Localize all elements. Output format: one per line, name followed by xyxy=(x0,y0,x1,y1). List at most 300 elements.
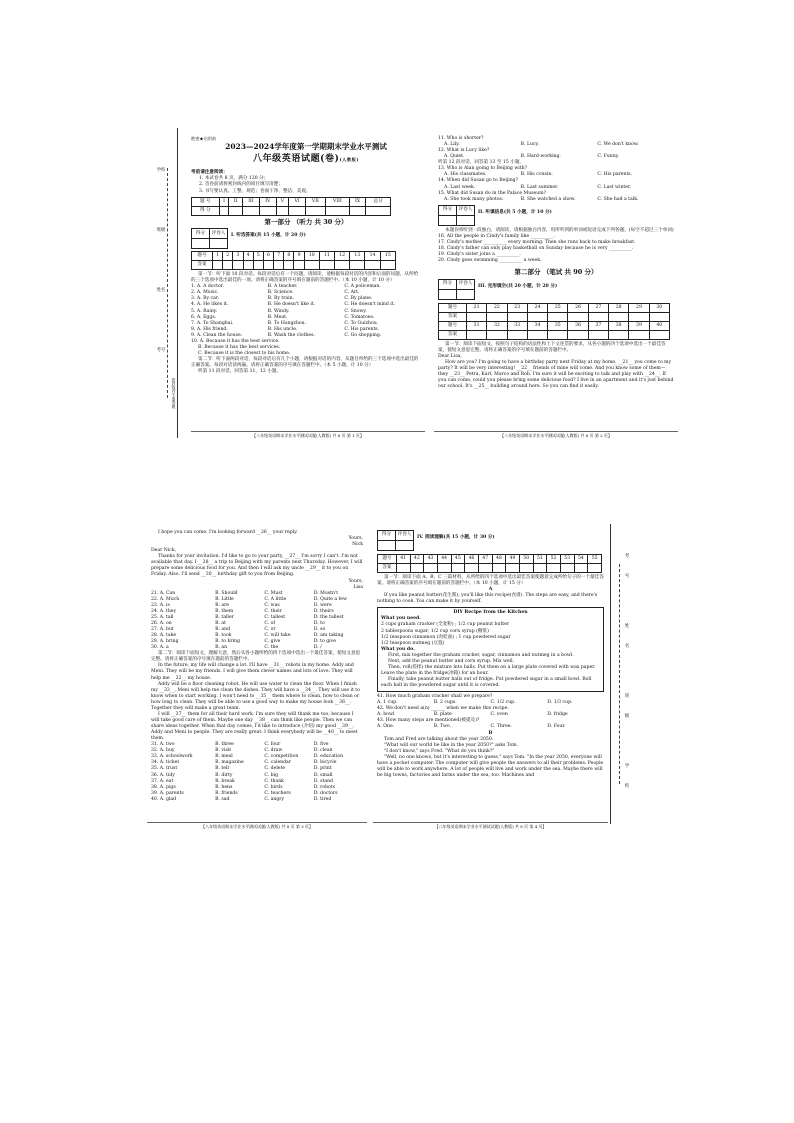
question-number: 32 xyxy=(487,321,507,330)
score-header: VII xyxy=(305,197,325,206)
option-text: B. visit xyxy=(215,748,232,754)
option-text: B. Little xyxy=(215,596,234,602)
option-text: B. break xyxy=(215,778,235,784)
option-text: 36. A. tidy xyxy=(151,772,175,778)
question-number: 29 xyxy=(629,303,649,312)
passage-text: "What will our world be like in the year 2050?" asks Tom. xyxy=(384,742,519,748)
passage-letter: A xyxy=(488,587,493,593)
question-number: 7 xyxy=(274,252,284,261)
option-text: 3. A. By car. xyxy=(191,296,219,302)
option-text: B. three xyxy=(215,742,234,748)
recipe-do-title: What you do. xyxy=(381,646,415,652)
option-text: B. He doesn't like it. xyxy=(267,302,316,308)
scorer-label: 得分 xyxy=(378,531,396,541)
option-text: B. Last summer. xyxy=(520,184,559,190)
option-text: D. print xyxy=(313,766,332,772)
answer-cell[interactable] xyxy=(588,564,602,573)
answer-cell[interactable] xyxy=(465,564,479,573)
answer-cell[interactable] xyxy=(233,261,243,270)
option-text: A. Lily. xyxy=(444,142,460,148)
answer-grid xyxy=(438,303,670,340)
binding-label: 号 xyxy=(624,574,630,579)
binding-label: 校 xyxy=(624,784,630,789)
option-text: C. will take xyxy=(264,633,291,639)
option-text: B. plate xyxy=(433,712,452,718)
question-number: 1 xyxy=(212,252,222,261)
option-text: 30. A. a xyxy=(151,645,169,651)
recipe-step: First, mix together the graham cracker, sugar, cinnamon and nutmeg in a bowl. xyxy=(388,652,574,658)
question-number: 9 xyxy=(294,252,304,261)
question-number: 31 xyxy=(466,321,486,330)
score-header: II xyxy=(229,197,242,206)
option-text: C. Must xyxy=(264,590,283,596)
answer-cell[interactable] xyxy=(466,312,486,321)
recipe-need-title: What you need. xyxy=(381,616,421,622)
question-number: 42 xyxy=(410,555,424,564)
binding-label: 考 xyxy=(624,554,630,559)
answer-row-label: 答案 xyxy=(439,330,467,339)
binding-label: 班 xyxy=(624,694,630,699)
question-text: 17. Cindy's mother __________ every morning. Then she runs back to make breakfast. xyxy=(438,239,636,245)
answer-cell[interactable] xyxy=(478,564,492,573)
option-text: D. education xyxy=(313,754,344,760)
answer-cell[interactable] xyxy=(487,330,507,339)
section-heading: II. 听填信息(共 5 小题，计 10 分) xyxy=(478,209,552,215)
option-text: 27. A. but xyxy=(151,627,174,632)
option-text: D. Mustn't xyxy=(313,590,339,596)
passage-text: Thanks for your invitation. I'd like to go to your party, __27__ I'm sorry I can't. I'm not available that day. I __28__ a trip to Beijing with my parents next Thursday. However, I will prepare some delicious food for you. And then I will ask my uncle __29__ it to you on Friday. Also, I'll send __30__ birthday gift to you from Beijing. xyxy=(151,554,363,578)
option-text: D. the tallest xyxy=(313,614,344,620)
question-number: 46 xyxy=(465,555,479,564)
question-number: 35 xyxy=(548,321,568,330)
answer-cell[interactable] xyxy=(649,312,669,321)
answer-cell[interactable] xyxy=(533,564,547,573)
option-text: B. tell xyxy=(215,766,229,772)
question-number: 37 xyxy=(588,321,608,330)
question-text: 41. How much graham cracker shall we prepare? xyxy=(377,694,493,700)
question-number: 3 xyxy=(233,252,243,261)
instruction: 第一节：阅读下面 A、B、C 三篇材料，从所给的四个选项中选出最佳答案使题意完成所给句子的一个最佳答案。请将正确答案的序号填在题前的答题栏中。（本 10 小题，计 15 分） xyxy=(377,575,604,587)
answer-cell[interactable] xyxy=(365,261,380,270)
option-text: D. tired xyxy=(313,796,332,802)
option-text: C. big xyxy=(264,772,279,778)
answer-cell[interactable] xyxy=(588,330,608,339)
option-text: A. One. xyxy=(377,724,395,730)
answer-cell[interactable] xyxy=(350,261,365,270)
section-heading: IV. 阅读理解(共 15 小题，计 30 分) xyxy=(417,535,495,540)
question-number: 38 xyxy=(609,321,629,330)
option-text: B. Science. xyxy=(267,290,294,296)
scorer-label: 得分 xyxy=(439,205,457,215)
recipe-ingredient: 2 tablespoons sugar; 1/2 cup corn syrup (糖浆) xyxy=(381,628,489,634)
option-text: C. Snowy. xyxy=(344,308,367,314)
option-text: 35. A. trust xyxy=(151,766,178,772)
question-number: 题号 xyxy=(439,303,467,312)
answer-row-label: 答案 xyxy=(439,312,467,321)
option-text: 5. A. Rainy. xyxy=(191,308,218,314)
answer-row-label: 答案 xyxy=(192,261,213,270)
option-text: C. To Guizhou. xyxy=(344,320,379,326)
question-number: 51 xyxy=(533,555,547,564)
question-number: 13 xyxy=(350,252,365,261)
option-text: C. 1/2 cup. xyxy=(490,700,516,706)
option-text: C. the xyxy=(264,645,279,651)
binding-label: 姓 xyxy=(624,624,630,629)
option-text: A. 1 cup. xyxy=(377,700,398,706)
option-text: D. doctors xyxy=(313,790,338,796)
option-text: B. dirty xyxy=(215,772,233,778)
question-number: 55 xyxy=(588,555,602,564)
option-text: B. hens xyxy=(215,784,233,790)
option-text: D. five xyxy=(313,742,329,748)
option-text: A. Last week. xyxy=(444,184,476,190)
answer-cell[interactable] xyxy=(410,564,424,573)
option-text: B. an xyxy=(215,645,228,651)
notes-title: 考前请注意阅读： xyxy=(191,170,228,176)
answer-grid xyxy=(191,251,396,270)
option-text: D. clean xyxy=(313,748,333,754)
score-header: VIII xyxy=(325,197,349,206)
option-text: D. 1/3 cup. xyxy=(547,700,573,706)
seal-warning: 密封线内不要答题 xyxy=(172,378,177,409)
instruction: 第一节：阅读下面短文，按照句子结构的语法性和上下文连贯的要求，从各小题的四个选项中选出一个最佳答案，使短文意思完整。请将正确答案的序号填在题前的答题栏中。 xyxy=(438,341,666,353)
option-text: D. Four. xyxy=(547,724,566,730)
score-header: IX xyxy=(349,197,365,206)
option-text: 28. A. take xyxy=(151,633,177,639)
option-text: 29. A. bring xyxy=(151,639,179,645)
page-footer: 【八年级英语期末学业水平测试试题(人教版) 共 8 页 第 4 页】 xyxy=(373,822,608,829)
recipe-title: DIY Recipe from the Kitchen xyxy=(453,610,528,616)
answer-cell[interactable] xyxy=(649,330,669,339)
exam-title: 2023—2024学年度第一学期期末学业水平测试 xyxy=(225,141,387,151)
question-number: 48 xyxy=(492,555,506,564)
option-text: B. 2 cups. xyxy=(433,700,457,706)
instruction: 本题你将听到一段独白，请阅读，请根据独白内容，用所听到的单词或短语完成下列各题。(每空不超过三个单词) xyxy=(445,227,674,233)
question-number: 12 xyxy=(335,252,350,261)
instruction: 听第 11 段对话，回答第 11、12 小题。 xyxy=(198,369,282,375)
answer-cell[interactable] xyxy=(243,261,253,270)
option-text: B. them xyxy=(215,608,234,614)
question-text: 18. Cindy's father can only play basketball on Sunday because he is very __________. xyxy=(438,245,634,251)
option-text: B. sad xyxy=(215,796,230,802)
question-number: 33 xyxy=(507,321,527,330)
option-text: C. Last winter. xyxy=(597,184,632,190)
scorer-label: 得分 xyxy=(192,229,210,239)
scorer-box xyxy=(377,530,414,551)
part-one-heading: 第一部分 （听力 共 30 分） xyxy=(264,217,348,226)
option-text: D. bicycle xyxy=(313,760,337,766)
option-text: 10. A. Because it has the best service. xyxy=(191,338,280,344)
option-text: D. to give xyxy=(313,639,336,645)
question-number: 21 xyxy=(466,303,486,312)
answer-cell[interactable] xyxy=(451,564,465,573)
question-number: 题号 xyxy=(378,555,397,564)
question-number: 5 xyxy=(253,252,263,261)
scorer-label: 评卷人 xyxy=(396,531,414,541)
option-text: A. Quiet. xyxy=(444,154,465,160)
option-text: D. were xyxy=(313,602,332,608)
option-text: 32. A. buy xyxy=(151,748,175,754)
answer-cell[interactable] xyxy=(629,312,649,321)
question-number: 25 xyxy=(548,303,568,312)
answer-cell[interactable] xyxy=(437,564,451,573)
question-number: 30 xyxy=(649,303,669,312)
signature-line: Yours, xyxy=(348,536,363,542)
exam-page-4 xyxy=(373,524,630,829)
question-number: 41 xyxy=(396,555,410,564)
question-number: 27 xyxy=(588,303,608,312)
instruction: 第二节：阅读下面短文，理解大意，然后从各小题所给的四个选项中选出一个最佳答案，使短文意思完整。请将正确答案的序号填在题前的答题栏中。 xyxy=(151,651,361,663)
option-text: B. and xyxy=(215,627,231,632)
answer-cell[interactable] xyxy=(492,564,506,573)
binding-label-school: 学校 xyxy=(156,168,166,173)
question-text: 13. Who is Alan going to Beijing with? xyxy=(438,166,527,172)
answer-cell[interactable] xyxy=(507,330,527,339)
option-text: C. Art. xyxy=(344,290,360,296)
question-number: 47 xyxy=(478,555,492,564)
scorer-box xyxy=(438,205,475,226)
passage-text: I will __37__ them for all their hard work. I'm sure they will thank me too, because I will take good care of them. Maybe one day __38__ can think like people. Then we can share ideas together. When that day comes, I'd like to introduce (介绍) my good __39__, Addy and Meni to people. They are really great. I think everybody will be __40__ to meet them. xyxy=(151,711,358,742)
answer-cell[interactable] xyxy=(519,564,533,573)
option-text: C. His parents. xyxy=(597,172,633,178)
question-number: 40 xyxy=(649,321,669,330)
passage-text: If you like peanut butter(花生酱), you'll like this recipe(食谱). The steps are easy, and there's nothing to cook. You can make it by yourself. xyxy=(377,593,598,605)
option-text: C. calendar xyxy=(264,760,291,766)
option-text: C. four xyxy=(264,742,281,748)
option-text: 4. A. He likes it. xyxy=(191,302,229,308)
answer-cell[interactable] xyxy=(253,261,263,270)
question-text: 15. What did Susan do in the Palace Museum? xyxy=(438,190,547,196)
option-text: D. theirs xyxy=(313,608,334,614)
option-text: B. Should xyxy=(215,590,238,596)
answer-cell[interactable] xyxy=(588,312,608,321)
question-number: 34 xyxy=(527,321,547,330)
option-text: B. to bring xyxy=(215,639,240,645)
option-text: 40. A. glad xyxy=(151,796,177,802)
question-list xyxy=(191,284,421,339)
answer-cell[interactable] xyxy=(527,330,547,339)
question-number: 6 xyxy=(263,252,273,261)
question-number: 11 xyxy=(319,252,334,261)
answer-cell[interactable] xyxy=(629,330,649,339)
answer-cell[interactable] xyxy=(319,261,334,270)
option-text: 7. A. To Shanghai. xyxy=(191,320,234,326)
answer-row-label: 答案 xyxy=(378,564,397,573)
scorer-label: 得分 xyxy=(439,279,457,289)
option-text: B. are xyxy=(215,602,230,608)
exam-page-3 xyxy=(147,524,367,829)
question-number: 39 xyxy=(629,321,649,330)
option-text: D. am taking xyxy=(313,633,344,639)
answer-cell[interactable] xyxy=(274,261,284,270)
recipe-step: Finally, take peanut butter balls out of fridge. Put powdered sugar in a small bowl. Roll each ball in the powdered sugar until it is covered. xyxy=(381,677,592,689)
option-text: B. His uncle. xyxy=(267,326,298,332)
question-number: 26 xyxy=(568,303,588,312)
binding-margin xyxy=(610,524,633,824)
options-list xyxy=(151,742,363,803)
answer-cell[interactable] xyxy=(223,261,233,270)
option-text: 22. A. Much xyxy=(151,596,180,602)
question-number: 10 xyxy=(304,252,319,261)
question-text: 16. All the people in Cindy's family like __________. xyxy=(438,233,556,239)
binding-margin xyxy=(155,128,178,438)
option-text: C. His parents. xyxy=(344,326,380,332)
question-number: 15 xyxy=(380,252,395,261)
score-row-label: 得 分 xyxy=(192,206,220,215)
option-text: D. so xyxy=(313,627,326,632)
recipe-ingredient: 1/2 teaspoon nutmeg (豆蔻) xyxy=(381,640,445,646)
option-text: C. of xyxy=(264,620,276,626)
binding-label-class: 班级 xyxy=(156,228,166,233)
answer-cell[interactable] xyxy=(304,261,319,270)
option-text: 25. A. tall xyxy=(151,614,174,620)
score-header: III xyxy=(242,197,259,206)
answer-cell[interactable] xyxy=(560,564,574,573)
letter-body: How are you? I'm going to have a birthday party next Friday at my home. __21__ you come to my party? It will be very interesting! __22__ friends of mine will come. And you know some of them—they __23__ Petra, Karl, Marco and Rob. I'm sure it will be exciting to talk and play with __24__. If you can come, could you please bring some delicious food? I live in an apartment and it's just behind our school. It's __25__ building around here. So you can find it easily. xyxy=(438,359,674,390)
option-text: C. teachers xyxy=(264,790,291,796)
option-row xyxy=(438,197,674,203)
option-text: C. By plane. xyxy=(344,296,373,302)
scorer-label: 评卷人 xyxy=(457,279,475,289)
question-number: 24 xyxy=(527,303,547,312)
question-number: 52 xyxy=(547,555,561,564)
options-list xyxy=(151,591,363,652)
binding-label-id: 考号 xyxy=(156,348,166,353)
passage-letter: B xyxy=(488,730,493,736)
total-score-table xyxy=(191,197,391,216)
option-text: C. She had a talk. xyxy=(597,196,639,202)
edition-label: (人教版) xyxy=(339,157,360,163)
question-text: 20. Cindy goes swimming __________ a week. xyxy=(438,258,542,263)
signature-name: Lisa xyxy=(353,584,363,590)
question-number: 14 xyxy=(365,252,380,261)
option-text: B. Because it has the best services. xyxy=(198,344,281,350)
question-number: 4 xyxy=(243,252,253,261)
passage-text: Tom and Fred are talking about the year 2050. xyxy=(384,736,494,742)
option-text: D. / xyxy=(313,645,322,651)
question-number: 43 xyxy=(424,555,438,564)
question-number: 28 xyxy=(609,303,629,312)
score-header: 总分 xyxy=(366,197,391,206)
option-text: C. A policeman. xyxy=(344,284,381,290)
passage-text: "I don't know," says Fred. "What do you think?" xyxy=(384,748,495,754)
passage-text: In the future, my life will change a lot. I'll have __31__ robots in my home. Addy and Meni. They will be my friends. I will give them clever names and lots of love. They will help me __32__ my house. xyxy=(151,663,354,681)
score-header: I xyxy=(219,197,229,206)
option-text: B. She watched a show. xyxy=(520,196,576,202)
answer-cell[interactable] xyxy=(294,261,304,270)
answer-cell[interactable] xyxy=(212,261,222,270)
option-row xyxy=(191,333,421,339)
option-text: C. tallest xyxy=(264,614,286,620)
option-text: C. A little xyxy=(264,596,287,602)
option-text: D. Quite a few xyxy=(313,596,347,602)
answer-cell[interactable] xyxy=(396,564,410,573)
section-heading: III. 完形填空(共 20 小题，计 20 分) xyxy=(478,283,558,289)
recipe-step: Then, roll(搓揉) the mixture into balls. Put them on a large plate covered with wax paper. Leave the plate in the fridge(冰箱) for an hour. xyxy=(381,664,596,676)
option-text: C. was xyxy=(264,602,280,608)
answer-cell[interactable] xyxy=(507,312,527,321)
answer-cell[interactable] xyxy=(263,261,273,270)
question-number: 44 xyxy=(437,555,451,564)
option-text: B. Meat. xyxy=(267,314,288,320)
option-text: C. oven xyxy=(490,712,508,718)
question-text: 14. When did Susan go to Beijing? xyxy=(438,178,519,184)
blank-questions xyxy=(438,234,674,264)
question-number: 2 xyxy=(223,252,233,261)
question-text: 43. How many steps are mentioned(被提及)? xyxy=(377,718,480,724)
option-text: C. birds xyxy=(264,784,283,790)
option-text: B. Two. xyxy=(433,724,452,730)
answer-cell[interactable] xyxy=(284,261,294,270)
option-text: C. Tomatoes. xyxy=(344,314,375,320)
option-text: A. His classmates. xyxy=(444,172,487,178)
option-text: B. at xyxy=(215,620,226,626)
secret-tag: 绝密★启用前 xyxy=(191,136,217,141)
answer-cell[interactable] xyxy=(466,330,486,339)
answer-cell[interactable] xyxy=(527,312,547,321)
part-two-heading: 第二部分 （笔试 共 90 分） xyxy=(514,268,598,277)
option-text: D. to xyxy=(313,620,325,626)
option-text: 21. A. Can xyxy=(151,590,176,596)
option-text: 31. A. two xyxy=(151,742,175,748)
answer-cell[interactable] xyxy=(547,564,561,573)
question-text: 11. Who is shorter? xyxy=(438,136,484,141)
answer-cell[interactable] xyxy=(568,330,588,339)
page-footer: 【八年级英语期末学业水平测试试题(人教版) 共 8 页 第 2 页】 xyxy=(434,431,678,438)
option-text: B. magazine xyxy=(215,760,244,766)
option-text: 9. A. Clean the house. xyxy=(191,332,243,338)
recipe-ingredient: 2 cups graham cracker (全麦粉) ; 1/2 cup peanut butter xyxy=(381,622,510,628)
option-row xyxy=(438,185,674,191)
option-text: C. competition xyxy=(264,754,299,760)
exam-subtitle: 八年级英语试题(卷) xyxy=(252,154,340,165)
option-text: C. give xyxy=(264,639,281,645)
binding-label: 名 xyxy=(624,644,630,649)
question-number: 54 xyxy=(574,555,588,564)
recipe-ingredient: 1/2 teaspoon cinnamon (肉桂面) ; 1 cup powdered sugar xyxy=(381,634,511,640)
answer-cell[interactable] xyxy=(548,330,568,339)
option-text: C. Three. xyxy=(490,724,512,730)
option-text: C. angry xyxy=(264,796,285,802)
score-header: 题 号 xyxy=(192,197,220,206)
option-text: 8. A. His friend. xyxy=(191,326,228,332)
scorer-label: 评卷人 xyxy=(210,229,228,239)
option-text: B. friends xyxy=(215,790,238,796)
option-text: 39. A. parents xyxy=(151,790,184,796)
option-text: C. their xyxy=(264,608,282,614)
option-text: B. His cousin. xyxy=(520,172,553,178)
option-text: C. Funny. xyxy=(597,154,620,160)
option-text: D. fridge xyxy=(547,712,568,718)
question-number: 8 xyxy=(284,252,294,261)
answer-cell[interactable] xyxy=(487,312,507,321)
answer-cell[interactable] xyxy=(568,312,588,321)
question-text: 19. Cindy's sister joins a __________. xyxy=(438,251,521,257)
option-text: B. Hard-working. xyxy=(520,154,561,160)
answer-cell[interactable] xyxy=(548,312,568,321)
answer-cell[interactable] xyxy=(424,564,438,573)
answer-cell[interactable] xyxy=(609,330,629,339)
letter-salutation: Dear Nick, xyxy=(151,548,177,554)
scorer-box xyxy=(438,279,475,300)
answer-cell[interactable] xyxy=(609,312,629,321)
answer-cell[interactable] xyxy=(506,564,520,573)
option-text: B. A teacher. xyxy=(267,284,298,290)
answer-cell[interactable] xyxy=(335,261,350,270)
answer-cell[interactable] xyxy=(574,564,588,573)
answer-cell[interactable] xyxy=(380,261,395,270)
scorer-box xyxy=(191,228,228,249)
